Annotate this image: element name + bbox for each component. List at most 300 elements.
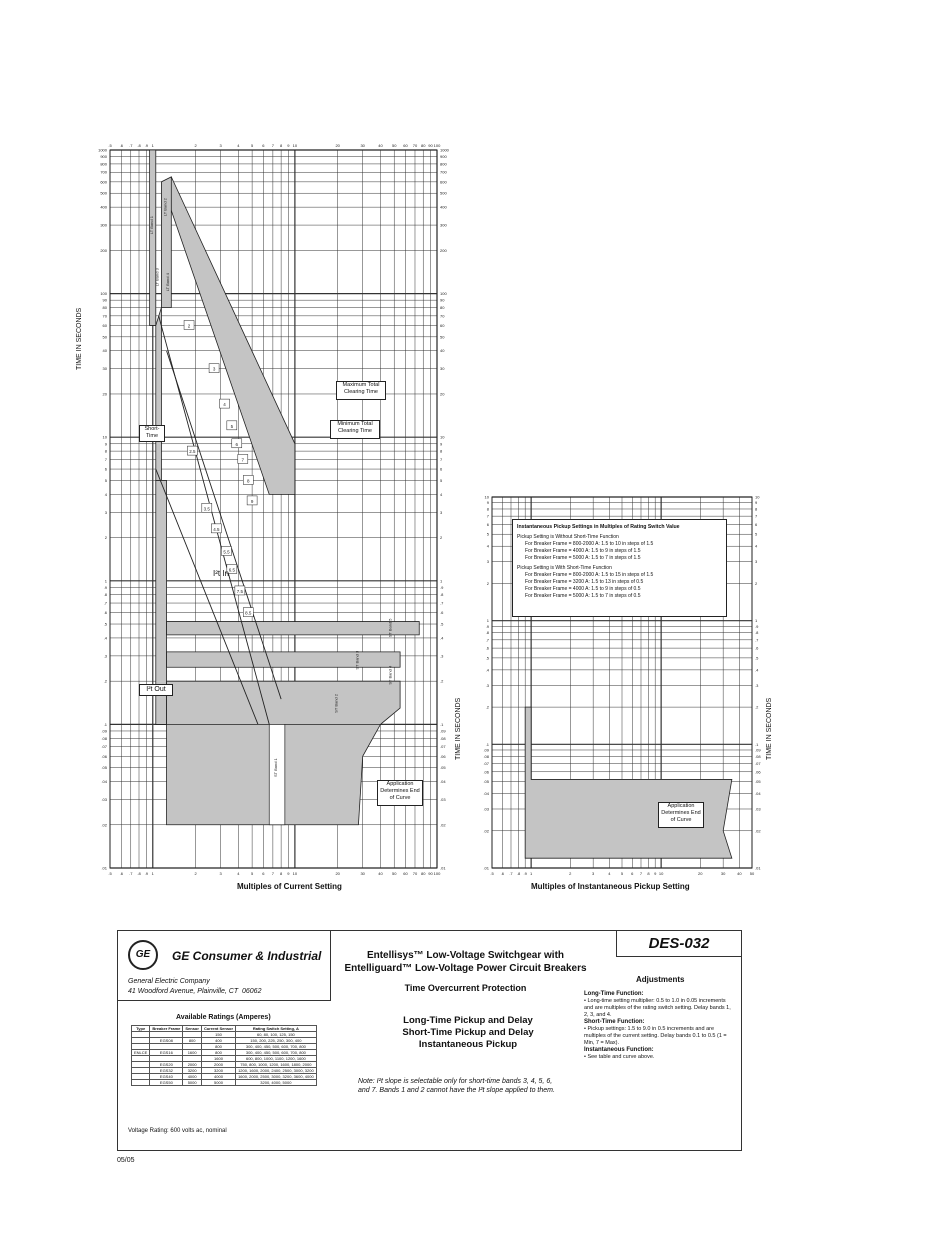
lt-band-label: 6.5	[228, 567, 235, 573]
lt-band-label: 8.5	[245, 610, 252, 616]
table-header-cell: Breaker Frame	[150, 1026, 183, 1032]
x-axis-label-left: Multiples of Current Setting	[237, 882, 342, 891]
x-tick-label-top: 6	[262, 143, 265, 148]
adj-lt: • Long-time setting multiplier: 0.5 to 1.0 in 0.05 increments and are multiples of the rating switch setting. Delay bands 1, 2, 3, and 4.	[584, 998, 731, 1018]
x-tick-label: 3	[219, 871, 222, 876]
x-tick-label: 70	[412, 871, 418, 876]
y-tick-label: .8	[485, 630, 489, 636]
band-name-label: LT Band 1	[148, 216, 154, 235]
y-tick-label: 10	[102, 434, 107, 440]
y-tick-label: 4	[486, 543, 489, 549]
application-callout-right: Application Determines End of Curve	[658, 802, 704, 828]
table-cell: 800	[201, 1044, 235, 1050]
lt-band-label: 9	[250, 498, 254, 504]
lt-band-strip	[150, 150, 156, 325]
x-tick-label-top: 7	[271, 143, 274, 148]
y-tick-label: .09	[101, 728, 107, 734]
y-tick-label-right: 1	[755, 618, 758, 624]
y-tick-label: 1	[104, 578, 107, 584]
table-cell: 2000	[201, 1062, 235, 1068]
inst-group2-line: For Breaker Frame = 3200 A: 1.5 to 13 in steps of 0.5	[525, 579, 644, 585]
instantaneous-settings-table	[512, 519, 727, 617]
y-tick-label: .05	[483, 779, 489, 785]
x-tick-label: .7	[129, 871, 133, 876]
y-tick-label-right: 8	[755, 506, 758, 512]
y-tick-label: 700	[100, 169, 107, 175]
x-tick-label: 9	[287, 871, 290, 876]
y-tick-label-right: .09	[440, 728, 446, 734]
table-cell: EGS40	[150, 1074, 183, 1080]
x-tick-label: 50	[391, 871, 397, 876]
y-tick-label-right: .2	[440, 678, 444, 684]
y-tick-label: .5	[103, 621, 107, 627]
y-tick-label: .02	[483, 828, 489, 834]
x-tick-label-top: 50	[391, 143, 397, 148]
y-tick-label: .05	[101, 765, 107, 771]
lt-band-label: 4.5	[213, 526, 220, 532]
adjustments-text	[584, 991, 734, 1061]
y-axis-label-right: TIME IN SECONDS	[766, 697, 773, 760]
y-tick-label-right: .5	[755, 655, 759, 661]
y-tick-label: 7	[104, 456, 107, 462]
title-line-1: Entellisys™ Low-Voltage Switchgear with	[366, 950, 565, 961]
x-tick-label-top: .7	[129, 143, 133, 148]
y-tick-label: 8	[486, 506, 489, 512]
x-tick-label: .8	[516, 871, 521, 876]
y-tick-label: 6	[486, 521, 489, 527]
y-tick-label: .07	[483, 760, 489, 766]
long-time-band	[161, 177, 294, 494]
x-tick-label: .8	[137, 871, 141, 876]
x-tick-label: 10	[292, 871, 298, 876]
y-tick-label-right: .06	[440, 753, 446, 759]
y-tick-label: 200	[100, 247, 107, 253]
y-tick-label-right: .05	[440, 765, 446, 771]
ratings-table	[131, 1025, 317, 1086]
table-cell: 1600	[183, 1050, 202, 1056]
y-tick-label-right: 900	[440, 154, 447, 160]
y-tick-label-right: .3	[440, 653, 444, 659]
y-tick-label-right: 20	[440, 391, 445, 397]
x-tick-label: 5	[620, 871, 624, 876]
title-block	[117, 930, 742, 1151]
adj-inst: • See table and curve above.	[584, 1054, 655, 1060]
x-tick-label-top: .5	[108, 143, 112, 148]
x-tick-label: 40	[737, 871, 742, 876]
x-tick-label: 80	[421, 871, 426, 876]
y-tick-label-right: .02	[755, 828, 761, 834]
table-cell: EGS32	[150, 1068, 183, 1074]
y-tick-label: 90	[102, 297, 107, 303]
y-tick-label-right: 10	[755, 494, 760, 500]
st-band-2	[167, 681, 401, 724]
inst-group1-line: For Breaker Frame = 800-2000 A: 1.5 to 10 in steps of 1.5	[525, 541, 654, 547]
y-tick-label-right: .09	[755, 747, 761, 753]
x-tick-label: .7	[509, 871, 513, 876]
y-tick-label-right: 9	[755, 500, 758, 506]
table-cell: 3200	[201, 1068, 235, 1074]
table-cell: 600, 800, 1000, 1100, 1200, 1600	[236, 1056, 317, 1062]
y-tick-label-right: 600	[440, 179, 447, 185]
band-name-label: LT Band 3	[154, 268, 160, 287]
x-tick-label: 8	[647, 871, 650, 876]
y-tick-label-right: 200	[440, 247, 447, 253]
lt-band-label: 8	[247, 478, 250, 484]
function-lt: Long-Time Pickup and Delay	[403, 1015, 533, 1026]
y-tick-label-right: 9	[440, 441, 443, 447]
table-cell: 750, 800, 1000, 1200, 1600, 1800, 2000	[236, 1062, 317, 1068]
lt-band-label: 7	[241, 457, 245, 463]
y-tick-label: 5	[104, 477, 107, 483]
y-tick-label-right: 4	[755, 543, 758, 549]
y-tick-label-right: .7	[440, 600, 444, 606]
x-tick-label: 7	[271, 871, 274, 876]
y-tick-label: 80	[102, 305, 107, 311]
adj-st: • Pickup settings: 1.5 to 9.0 in 0.5 increments and are multiples of the current setting. Delay bands 0.1 to 0.5 (1 = Min, 7 = Max).	[584, 1026, 727, 1046]
y-tick-label-right: .7	[755, 637, 759, 643]
y-tick-label-right: 8	[440, 448, 443, 454]
y-tick-label-right: 2	[440, 535, 443, 541]
y-tick-label-right: 800	[440, 161, 447, 167]
y-tick-label-right: 6	[440, 466, 443, 472]
y-tick-label-right: .04	[755, 791, 761, 797]
y-tick-label-right: .9	[440, 584, 444, 590]
y-tick-label: 2	[486, 580, 489, 586]
company-address: General Electric Company 41 Woodford Avenue, Plainville, CT 06062	[128, 978, 262, 995]
y-tick-label: .09	[483, 747, 489, 753]
table-cell: 5000	[201, 1080, 235, 1086]
x-tick-label-top: .8	[137, 143, 141, 148]
y-tick-label-right: .07	[755, 760, 761, 766]
y-tick-label: 70	[102, 313, 107, 319]
x-tick-label-top: 90	[428, 143, 433, 148]
table-cell: EGS50	[150, 1080, 183, 1086]
y-tick-label-right: 700	[440, 169, 447, 175]
short-time-callout: Short-Time	[139, 425, 165, 442]
x-tick-label-top: 70	[412, 143, 418, 148]
table-cell: 400	[201, 1038, 235, 1044]
i2t-in-callout: I²t In	[212, 569, 229, 578]
y-tick-label: .04	[101, 779, 107, 785]
y-tick-label: 10	[484, 494, 489, 500]
y-tick-label: 7	[486, 513, 489, 519]
y-tick-label: 4	[104, 491, 107, 497]
x-tick-label-top: 2	[194, 143, 197, 148]
x-tick-label: 5	[250, 871, 254, 876]
y-tick-label-right: .07	[440, 744, 446, 750]
y-tick-label-right: 80	[440, 305, 445, 311]
y-tick-label: 40	[102, 348, 107, 354]
table-cell: 5000	[183, 1080, 202, 1086]
y-tick-label-right: .3	[755, 682, 759, 688]
table-cell: 1600, 2000, 2500, 3000, 3200, 3600, 4000	[236, 1074, 317, 1080]
table-header-cell: Rating Switch Setting, A	[236, 1026, 317, 1032]
inst-group2-head: Pickup Setting is With Short-Time Function	[517, 565, 612, 571]
table-cell: 3200, 4000, 5000	[236, 1080, 317, 1086]
y-tick-label: 500	[100, 190, 107, 196]
adj-inst-head: Instantaneous Function:	[584, 1047, 654, 1053]
y-tick-label-right: .03	[755, 806, 761, 812]
y-tick-label-right: 400	[440, 204, 447, 210]
x-tick-label-top: 60	[403, 143, 408, 148]
x-tick-label: 4	[608, 871, 611, 876]
document-title	[333, 949, 598, 975]
x-tick-label-top: .6	[119, 143, 123, 148]
inst-group2-line: For Breaker Frame = 4000 A: 1.5 to 9 in steps of 0.5	[525, 586, 641, 592]
lt-band-label: 4	[223, 402, 226, 408]
y-tick-label: .07	[101, 744, 107, 750]
x-tick-label: 20	[335, 871, 340, 876]
table-cell: EGS16	[150, 1050, 183, 1056]
x-tick-label: 20	[698, 871, 703, 876]
y-tick-label-right: 60	[440, 322, 445, 328]
y-tick-label: 600	[100, 179, 107, 185]
function-inst: Instantaneous Pickup	[418, 1039, 518, 1050]
y-tick-label-right: .03	[440, 796, 446, 802]
lt-band-label: 5.5	[223, 549, 230, 555]
y-tick-label-right: 90	[440, 297, 445, 303]
y-tick-label: .4	[485, 667, 489, 673]
inst-box-title: Instantaneous Pickup Settings in Multiples of Rating Switch Value	[517, 524, 680, 530]
title-line-2: Entelliguard™ Low-Voltage Power Circuit Breakers	[344, 963, 587, 974]
band-name-label: LT Band 4	[164, 273, 170, 292]
table-header-cell: Sensor	[183, 1026, 202, 1032]
y-tick-label-right: .01	[440, 865, 446, 871]
y-tick-label-right: .9	[755, 623, 759, 629]
table-cell: 1200, 1600, 2000, 2400, 2500, 3000, 3200	[236, 1068, 317, 1074]
max-clearing-callout: Maximum Total Clearing Time	[336, 381, 386, 400]
lt-band-label: 7.5	[236, 588, 243, 594]
y-tick-label-right: 1	[440, 578, 443, 584]
company-name: GE Consumer & Industrial	[172, 949, 322, 963]
st-band-5	[167, 622, 420, 635]
y-tick-label: .02	[101, 822, 107, 828]
x-tick-label: 3	[592, 871, 595, 876]
y-tick-label-right: .04	[440, 779, 446, 785]
x-tick-label: 8	[280, 871, 283, 876]
x-tick-label: .9	[523, 871, 527, 876]
y-tick-label-right: 40	[440, 348, 445, 354]
x-tick-label: 4	[237, 871, 240, 876]
ge-logo-icon: GE	[128, 940, 158, 970]
adj-st-head: Short-Time Function:	[584, 1019, 645, 1025]
x-tick-label-top: 8	[280, 143, 283, 148]
st-band-3	[167, 652, 401, 667]
y-tick-label-right: .6	[440, 610, 444, 616]
x-tick-label: 60	[403, 871, 408, 876]
table-cell: 2000	[183, 1062, 202, 1068]
y-tick-label: 30	[102, 366, 107, 372]
band-name-label: ST Band 2	[333, 694, 339, 713]
y-tick-label-right: 6	[755, 521, 758, 527]
y-tick-label: .4	[103, 635, 107, 641]
x-tick-label-top: 40	[378, 143, 383, 148]
min-clearing-callout: Minimum Total Clearing Time	[330, 420, 380, 439]
x-tick-label-top: 80	[421, 143, 426, 148]
y-tick-label: .06	[483, 769, 489, 775]
y-tick-label: 1000	[98, 147, 107, 153]
y-tick-label-right: .08	[440, 735, 446, 741]
x-tick-label: 90	[428, 871, 433, 876]
voltage-rating: Voltage Rating: 600 volts ac, nominal	[128, 1128, 227, 1134]
y-tick-label: .6	[485, 645, 489, 651]
function-st: Short-Time Pickup and Delay	[402, 1027, 534, 1038]
y-tick-label: 20	[102, 391, 107, 397]
functions-list	[343, 1015, 593, 1051]
y-tick-label: 50	[102, 334, 107, 340]
table-row	[132, 1080, 317, 1086]
y-tick-label: .9	[485, 623, 489, 629]
y-tick-label-right: .08	[755, 753, 761, 759]
table-header-cell: Current Sensor	[201, 1026, 235, 1032]
lt-band-label: 3	[212, 366, 216, 372]
y-tick-label: .5	[485, 655, 489, 661]
y-tick-label: 800	[100, 161, 107, 167]
y-tick-label: .7	[485, 637, 489, 643]
lt-band-label: 2.5	[189, 449, 196, 455]
y-tick-label: 400	[100, 204, 107, 210]
y-tick-label: 9	[486, 500, 489, 506]
y-tick-label: .3	[103, 653, 107, 659]
x-tick-label-top: .9	[144, 143, 148, 148]
inst-group2-line: For Breaker Frame = 800-2000 A: 1.5 to 15 in steps of 1.5	[525, 572, 654, 578]
y-tick-label-right: .1	[755, 741, 759, 747]
y-tick-label: 100	[100, 291, 107, 297]
y-tick-label: .03	[101, 796, 107, 802]
band-name-label: LT Band 2	[162, 198, 168, 217]
y-tick-label: .01	[483, 865, 489, 871]
x-tick-label: 40	[378, 871, 383, 876]
y-tick-label-right: .5	[440, 621, 444, 627]
lt-band-label: 5	[230, 423, 234, 429]
table-header-cell: Type	[132, 1026, 150, 1032]
inst-group1-head: Pickup Setting is Without Short-Time Function	[517, 534, 619, 540]
table-cell: ENLCE	[132, 1050, 150, 1056]
y-tick-label: 6	[104, 466, 107, 472]
y-tick-label-right: 300	[440, 222, 447, 228]
x-tick-label: 30	[360, 871, 365, 876]
y-tick-label-right: 3	[440, 509, 443, 515]
y-tick-label-right: 70	[440, 313, 445, 319]
lt-band-strip	[156, 308, 162, 481]
application-callout-left: Application Determines End of Curve	[377, 780, 423, 806]
x-tick-label-top: 9	[287, 143, 290, 148]
y-tick-label-right: .4	[755, 667, 759, 673]
adjustments-title: Adjustments	[636, 975, 685, 984]
adj-lt-head: Long-Time Function:	[584, 991, 644, 997]
table-cell: 1600	[201, 1056, 235, 1062]
x-tick-label: .9	[144, 871, 148, 876]
lt-band-label: 6	[235, 441, 239, 447]
x-tick-label-top: 5	[250, 143, 254, 148]
inst-group1-line: For Breaker Frame = 5000 A: 1.5 to 7 in steps of 1.5	[525, 555, 641, 561]
y-tick-label: .2	[103, 678, 107, 684]
y-tick-label-right: 100	[440, 291, 447, 297]
y-tick-label-right: .2	[755, 704, 759, 710]
y-tick-label-right: 4	[440, 491, 443, 497]
y-tick-label: 300	[100, 222, 107, 228]
y-tick-label: .08	[101, 735, 107, 741]
table-cell: 300, 400, 450, 500, 600, 700, 800	[236, 1044, 317, 1050]
lt-band-label: 3.5	[203, 506, 210, 512]
x-tick-label: 10	[658, 871, 664, 876]
lt-band-label: 2	[187, 323, 191, 329]
i2t-out-callout: I²t Out	[139, 684, 173, 696]
x-tick-label-top: 4	[237, 143, 240, 148]
table-cell: 60, 80, 100, 125, 150	[236, 1032, 317, 1038]
y-tick-label: .08	[483, 753, 489, 759]
x-tick-label: .6	[119, 871, 123, 876]
y-tick-label: .3	[485, 682, 489, 688]
y-tick-label: .03	[483, 806, 489, 812]
y-tick-label: 3	[486, 559, 489, 565]
y-tick-label: 60	[102, 322, 107, 328]
x-tick-label: 6	[262, 871, 265, 876]
y-tick-label-right: .05	[755, 779, 761, 785]
x-tick-label: .5	[490, 871, 494, 876]
x-tick-label: 6	[631, 871, 634, 876]
x-tick-label: 9	[654, 871, 657, 876]
inst-group1-line: For Breaker Frame = 4000 A: 1.5 to 9 in steps of 1.5	[525, 548, 641, 554]
x-tick-label: .5	[108, 871, 112, 876]
x-tick-label: 50	[749, 871, 755, 876]
document-number: DES-032	[616, 931, 741, 957]
table-cell: 800	[201, 1050, 235, 1056]
table-cell: 150	[201, 1032, 235, 1038]
x-tick-label-top: 30	[360, 143, 365, 148]
document-subtitle: Time Overcurrent Protection	[404, 983, 527, 993]
y-axis-label-mid: TIME IN SECONDS	[455, 697, 462, 760]
y-axis-label-left: TIME IN SECONDS	[76, 307, 83, 370]
x-tick-label-top: 10	[292, 143, 298, 148]
y-tick-label: .8	[103, 592, 107, 598]
table-cell: 3200	[183, 1068, 202, 1074]
table-cell: 4000	[183, 1074, 202, 1080]
y-tick-label: 1	[486, 618, 489, 624]
y-tick-label: 3	[104, 509, 107, 515]
x-tick-label: .6	[500, 871, 504, 876]
y-tick-label-right: 7	[440, 456, 443, 462]
band-name-label: ST Band 5	[387, 618, 393, 638]
x-tick-label: 30	[720, 871, 726, 876]
y-tick-label: 5	[486, 531, 489, 537]
y-tick-label-right: .4	[440, 635, 444, 641]
y-tick-label-right: 30	[440, 366, 445, 372]
x-tick-label: 2	[194, 871, 197, 876]
left-chart	[98, 143, 450, 876]
instantaneous-curve	[525, 707, 732, 858]
y-tick-label-right: 10	[440, 434, 445, 440]
y-tick-label: 8	[104, 448, 107, 454]
y-tick-label-right: .02	[440, 822, 446, 828]
y-tick-label: .9	[103, 584, 107, 590]
y-tick-label-right: .8	[440, 592, 444, 598]
band-name-label: ST Band 1	[273, 758, 279, 778]
y-tick-label: .1	[103, 721, 107, 727]
x-tick-label: 1	[530, 871, 533, 876]
x-tick-label: 7	[639, 871, 643, 876]
table-cell: EGS08	[150, 1038, 183, 1044]
y-tick-label-right: .06	[755, 769, 761, 775]
y-tick-label: .7	[103, 600, 107, 606]
table-cell: EGS20	[150, 1062, 183, 1068]
table-cell: 4000	[201, 1074, 235, 1080]
y-tick-label: .6	[103, 610, 107, 616]
y-tick-label-right: 2	[755, 580, 758, 586]
x-tick-label-top: 3	[219, 143, 222, 148]
y-tick-label-right: 3	[755, 559, 758, 565]
x-tick-label-top: 1	[151, 143, 154, 148]
